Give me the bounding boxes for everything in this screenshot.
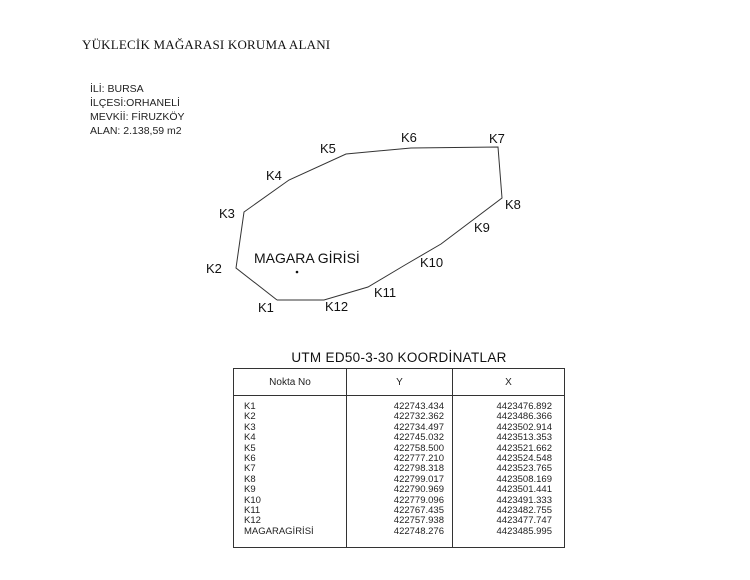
column-point-names	[234, 396, 346, 548]
point-label-k4: K4	[266, 168, 282, 183]
table-cell-point: K3	[244, 421, 256, 433]
table-cell-point: K10	[244, 494, 261, 506]
table-cell-x: 4423476.892	[496, 401, 552, 412]
table-cell-point: K4	[244, 432, 256, 444]
table-cell-x: 4423524.548	[496, 453, 552, 465]
table-body	[234, 396, 564, 548]
table-cell-y: 422777.210	[393, 453, 444, 465]
table-cell-y: 422798.318	[393, 463, 444, 475]
point-label-k1: K1	[258, 300, 274, 315]
table-cell-y: 422757.938	[393, 515, 444, 527]
table-cell-x: 4423485.995	[496, 525, 552, 537]
table-cell-x: 4423523.765	[496, 463, 552, 475]
info-province: İLİ: BURSA	[90, 83, 144, 95]
point-label-k12: K12	[325, 299, 349, 314]
table-cell-x: 4423508.169	[496, 473, 552, 485]
info-area: ALAN: 2.138,59 m2	[90, 125, 182, 137]
table-cell-y: 422745.032	[393, 432, 444, 444]
table-title: UTM ED50-3-30 KOORDİNATLAR	[291, 350, 507, 365]
table-cell-y: 422743.434	[393, 401, 444, 412]
column-y-values	[346, 396, 452, 548]
table-cell-point: K9	[244, 484, 256, 496]
table-cell-y: 422799.017	[393, 473, 444, 485]
column-x-values	[452, 396, 564, 548]
point-label-k8: K8	[505, 197, 521, 212]
table-cell-point: K5	[244, 442, 256, 454]
table-cell-x: 4423491.333	[496, 494, 552, 506]
table-cell-point: K8	[244, 473, 256, 485]
info-district: İLÇESİ:ORHANELİ	[90, 97, 180, 109]
table-cell-point: K12	[244, 515, 261, 527]
table-cell-point: K2	[244, 411, 256, 423]
point-label-k2: K2	[206, 261, 222, 276]
table-cell-point: K6	[244, 453, 256, 465]
header-x: X	[452, 369, 564, 395]
table-cell-y: 422767.435	[393, 505, 444, 517]
point-label-k6: K6	[401, 130, 417, 145]
table-cell-y: 422748.276	[393, 525, 444, 537]
table-cell-y: 422790.969	[393, 484, 444, 496]
coordinate-table	[233, 368, 565, 548]
table-cell-x: 4423521.662	[496, 442, 552, 454]
point-label-k5: K5	[320, 141, 336, 156]
point-label-k11: K11	[374, 285, 397, 300]
table-cell-x: 4423501.441	[496, 484, 552, 496]
point-label-k3: K3	[219, 206, 235, 221]
table-cell-y: 422734.497	[393, 421, 444, 433]
entrance-label: MAGARA GİRİSİ	[254, 250, 360, 266]
header-point-no: Nokta No	[269, 376, 311, 388]
point-label-k9: K9	[474, 220, 490, 235]
table-cell-point: MAGARAGİRİSİ	[244, 525, 314, 537]
table-header	[234, 369, 564, 396]
table-cell-x: 4423477.747	[496, 515, 552, 527]
point-label-k7: K7	[489, 131, 505, 146]
point-label-k10: K10	[420, 255, 444, 270]
table-cell-x: 4423502.914	[496, 421, 552, 433]
document-title: YÜKLECİK MAĞARASI KORUMA ALANI	[82, 37, 331, 52]
table-cell-y: 422779.096	[393, 494, 444, 506]
table-cell-x: 4423486.366	[496, 411, 552, 423]
table-cell-point: K11	[244, 505, 261, 517]
table-cell-point: K7	[244, 463, 256, 475]
table-cell-x: 4423482.755	[496, 505, 552, 517]
table-cell-y: 422758.500	[393, 442, 444, 454]
info-locality: MEVKİİ: FİRUZKÖY	[90, 111, 185, 123]
entrance-marker	[296, 271, 299, 274]
table-cell-x: 4423513.353	[496, 432, 552, 444]
table-cell-y: 422732.362	[393, 411, 444, 423]
header-y: Y	[346, 369, 452, 395]
table-cell-point: K1	[244, 401, 256, 412]
